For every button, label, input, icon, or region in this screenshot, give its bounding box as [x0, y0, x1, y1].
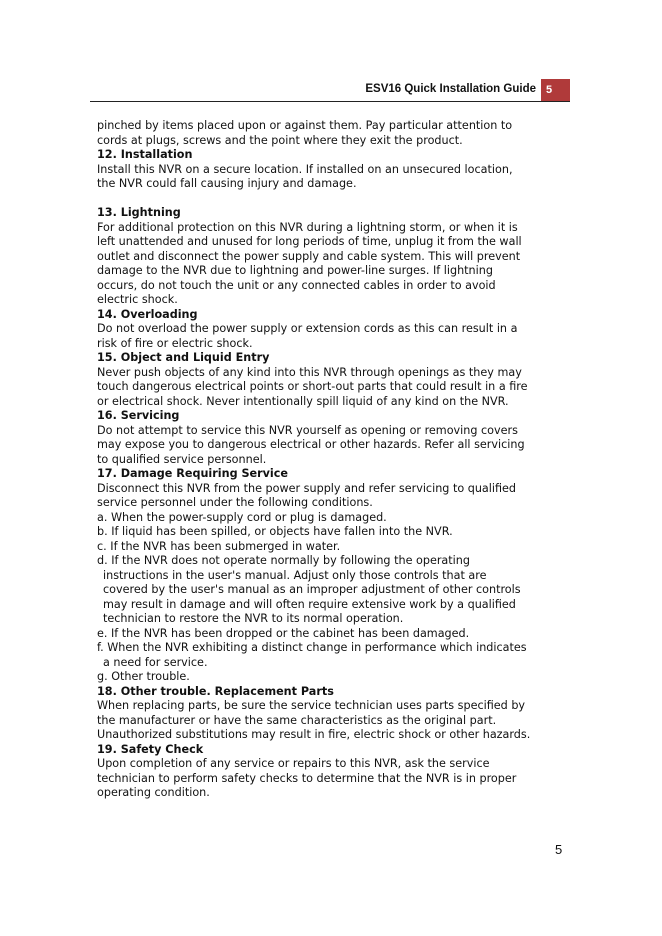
body-text-line: Do not attempt to service this NVR yourself as opening or removing covers — [97, 423, 518, 437]
body-text-line: electric shock. — [97, 293, 178, 306]
body-text-line: to qualified service personnel. — [97, 452, 267, 466]
section-heading-replacement-parts: 18. Other trouble. Replacement Parts — [97, 684, 334, 698]
document-title: ESV16 Quick Installation Guide — [365, 83, 536, 95]
body-text-line: technician to perform safety checks to determine that the NVR is in proper — [97, 771, 517, 785]
list-item: a. When the power-supply cord or plug is damaged. — [97, 510, 387, 524]
section-heading-lightning: 13. Lightning — [97, 206, 181, 219]
section-heading-installation: 12. Installation — [97, 148, 193, 161]
page-number: 5 — [555, 842, 563, 857]
list-item-continuation: a need for service. — [103, 655, 208, 669]
body-text-line: left unattended and unused for long periods of time, unplug it from the wall — [97, 235, 522, 248]
body-text-line: operating condition. — [97, 786, 210, 799]
body-text-line: damage to the NVR due to lightning and power-line surges. If lightning — [97, 264, 493, 277]
section-heading-damage-requiring-service: 17. Damage Requiring Service — [97, 467, 288, 480]
list-item: e. If the NVR has been dropped or the cabinet has been damaged. — [97, 626, 470, 640]
body-text-line: For additional protection on this NVR during a lightning storm, or when it is — [97, 220, 518, 234]
list-item: g. Other trouble. — [97, 670, 190, 683]
section-heading-servicing: 16. Servicing — [97, 409, 180, 422]
body-text-line: outlet and disconnect the power supply and cable system. This will prevent — [97, 249, 521, 263]
section-heading-object-liquid-entry: 15. Object and Liquid Entry — [97, 351, 270, 364]
body-text-line: touch dangerous electrical points or short-out parts that could result in a fire — [97, 380, 528, 393]
body-text-line: When replacing parts, be sure the service technician uses parts specified by — [97, 699, 526, 712]
body-text-line: pinched by items placed upon or against them. Pay particular attention to — [97, 119, 513, 132]
list-item-continuation: instructions in the user's manual. Adjust only those controls that are — [103, 568, 487, 582]
list-item-continuation: may result in damage and will often require extensive work by a qualified — [103, 597, 516, 611]
paragraph-gap — [97, 192, 567, 207]
body-text-line: Do not overload the power supply or extension cords as this can result in a — [97, 322, 518, 335]
body-text-line: service personnel under the following conditions. — [97, 496, 373, 509]
body-text-line: Disconnect this NVR from the power supply and refer servicing to qualified — [97, 481, 517, 495]
list-item: c. If the NVR has been submerged in water. — [97, 539, 341, 553]
body-text-line: the manufacturer or have the same characteristics as the original part. — [97, 713, 497, 727]
section-heading-safety-check: 19. Safety Check — [97, 742, 204, 756]
document-body — [97, 119, 567, 801]
body-text-line: occurs, do not touch the unit or any connected cables in order to avoid — [97, 278, 496, 292]
body-text-line: may expose you to dangerous electrical or other hazards. Refer all servicing — [97, 438, 525, 451]
list-item-continuation: covered by the user's manual as an improper adjustment of other controls — [103, 583, 521, 596]
body-text-line: Never push objects of any kind into this NVR through openings as they may — [97, 365, 522, 379]
body-text-line: risk of fire or electric shock. — [97, 336, 253, 350]
list-item: d. If the NVR does not operate normally by following the operating — [97, 554, 470, 567]
body-text-line: Upon completion of any service or repairs to this NVR, ask the service — [97, 757, 490, 770]
list-item-continuation: technician to restore the NVR to its normal operation. — [103, 612, 404, 625]
header-page-badge: 5 — [541, 79, 570, 101]
body-text-line: cords at plugs, screws and the point where they exit the product. — [97, 133, 463, 147]
body-text-line: Unauthorized substitutions may result in fire, electric shock or other hazards. — [97, 728, 531, 741]
body-text-line: or electrical shock. Never intentionally spill liquid of any kind on the NVR. — [97, 394, 509, 408]
body-text-line: the NVR could fall causing injury and damage. — [97, 177, 357, 190]
list-item: f. When the NVR exhibiting a distinct change in performance which indicates — [97, 641, 527, 654]
body-text-line: Install this NVR on a secure location. If installed on an unsecured location, — [97, 162, 513, 176]
list-item: b. If liquid has been spilled, or objects have fallen into the NVR. — [97, 525, 453, 538]
section-heading-overloading: 14. Overloading — [97, 307, 198, 321]
page-header — [90, 79, 570, 102]
